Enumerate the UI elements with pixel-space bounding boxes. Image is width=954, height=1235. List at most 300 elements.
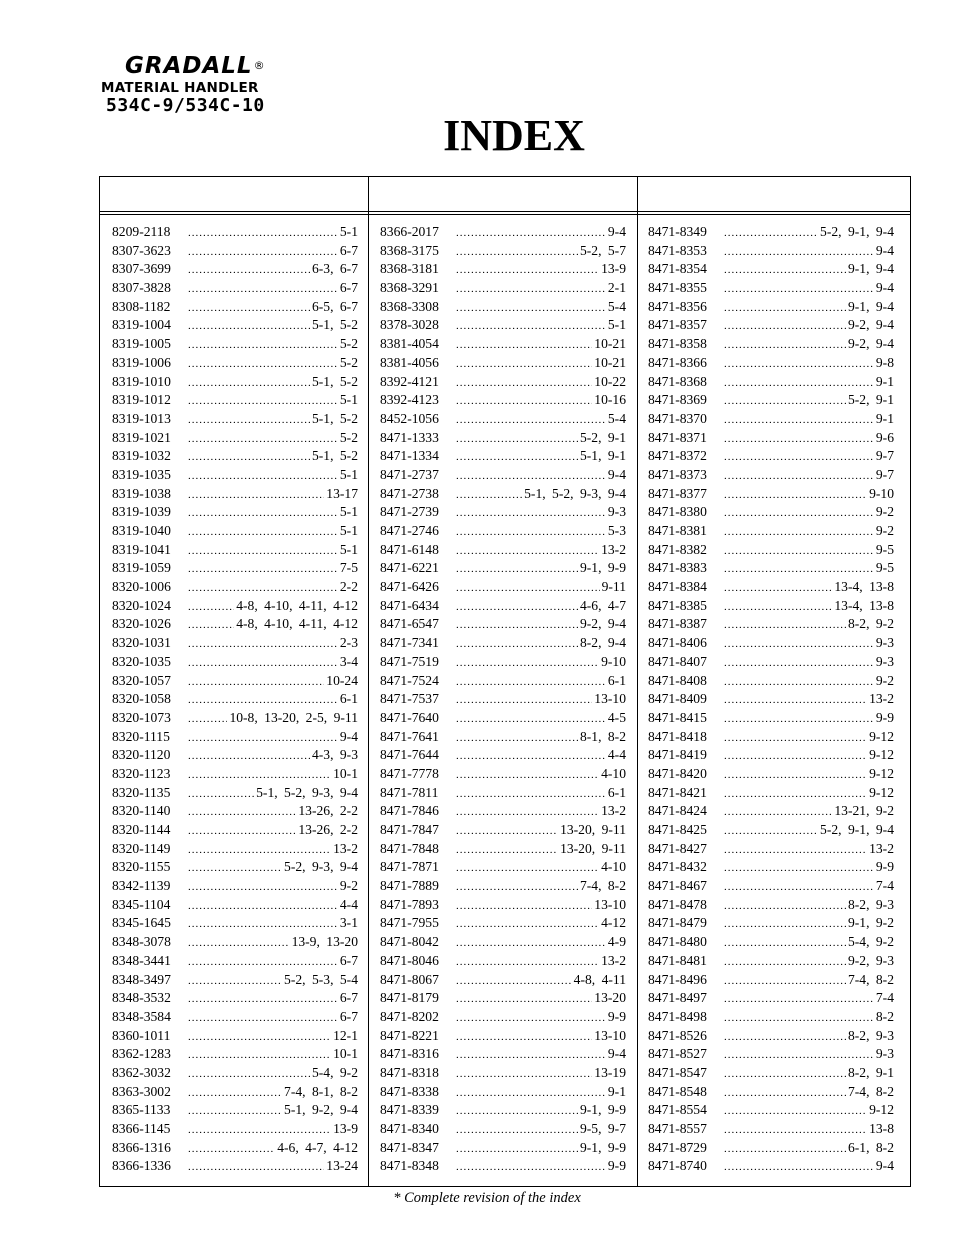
page-references: 9-8: [875, 354, 894, 370]
page-references: 4-4: [339, 896, 358, 912]
index-entry: [112, 1139, 358, 1158]
dot-leader: [456, 1027, 592, 1047]
part-number: 8471-8496: [648, 971, 707, 987]
page-references: 5-2, 9-1: [847, 392, 894, 408]
index-entry: [648, 1101, 894, 1120]
index-entry: [112, 877, 358, 896]
index-entry: [380, 541, 626, 560]
dot-leader: [188, 858, 282, 878]
dot-leader: [456, 765, 599, 785]
dot-leader: [456, 821, 558, 841]
index-entry: [112, 840, 358, 859]
page-references: 10-22: [594, 373, 626, 389]
index-entry: [380, 260, 626, 279]
index-entry: [380, 466, 626, 485]
page-references: 9-9: [875, 709, 894, 725]
index-entry: [112, 242, 358, 261]
dot-leader: [188, 354, 338, 374]
registered-mark: ®: [253, 59, 266, 72]
index-entry: [112, 578, 358, 597]
index-entry: [648, 354, 894, 373]
page-references: 3-4: [339, 653, 358, 669]
dot-leader: [188, 765, 331, 785]
part-number: 8392-4123: [380, 392, 439, 408]
page-references: 13-2: [869, 691, 894, 707]
page-references: 8-2, 9-2: [847, 616, 894, 632]
index-entry: [648, 1045, 894, 1064]
part-number: 8471-8385: [648, 597, 707, 613]
part-number: 8308-1182: [112, 298, 171, 314]
page-references: 7-4: [875, 990, 894, 1006]
index-entry: [380, 1120, 626, 1139]
dot-leader: [456, 1120, 578, 1140]
page-references: 9-3: [607, 504, 626, 520]
index-entry: [380, 746, 626, 765]
index-entry: [648, 615, 894, 634]
page-references: 5-2: [339, 429, 358, 445]
part-number: 8471-8380: [648, 504, 707, 520]
index-entry: [112, 746, 358, 765]
index-entry: [380, 410, 626, 429]
page-references: 13-21, 9-2: [834, 803, 894, 819]
index-entry: [380, 298, 626, 317]
dot-leader: [456, 1045, 606, 1065]
index-entry: [112, 690, 358, 709]
dot-leader: [188, 298, 310, 318]
part-number: 8320-1123: [112, 765, 171, 781]
part-number: 8471-8729: [648, 1139, 707, 1155]
dot-leader: [456, 858, 599, 878]
dot-leader: [456, 522, 606, 542]
dot-leader: [188, 709, 227, 729]
index-entry: [380, 559, 626, 578]
index-entry: [380, 279, 626, 298]
part-number: 8320-1155: [112, 859, 171, 875]
part-number: 8366-1316: [112, 1139, 171, 1155]
dot-leader: [456, 746, 606, 766]
index-entry: [112, 952, 358, 971]
dot-leader: [188, 728, 338, 748]
dot-leader: [724, 485, 867, 505]
page-references: 10-1: [333, 1046, 358, 1062]
page-references: 5-4, 9-2: [311, 1064, 358, 1080]
page-references: 4-4: [607, 747, 626, 763]
page-references: 5-1, 5-2: [311, 410, 358, 426]
page-references: 6-7: [339, 280, 358, 296]
dot-leader: [188, 260, 310, 280]
page-references: 13-9: [601, 261, 626, 277]
page-references: 5-4, 9-2: [847, 934, 894, 950]
page-references: 9-5, 9-7: [579, 1121, 626, 1136]
part-number: 8471-2739: [380, 504, 439, 520]
index-entry: [112, 1083, 358, 1102]
index-entry: [380, 503, 626, 522]
index-entry: [112, 784, 358, 803]
index-entry: [112, 316, 358, 335]
index-entry: [112, 1008, 358, 1027]
part-number: 8319-1039: [112, 504, 171, 520]
index-entry: [648, 373, 894, 392]
dot-leader: [188, 242, 338, 262]
part-number: 8362-3032: [112, 1064, 171, 1080]
part-number: 8320-1073: [112, 709, 171, 725]
dot-leader: [456, 1101, 578, 1121]
part-number: 8319-1012: [112, 392, 171, 408]
page-references: 6-1: [339, 691, 358, 707]
dot-leader: [188, 933, 290, 953]
index-entry: [648, 242, 894, 261]
dot-leader: [456, 260, 599, 280]
dot-leader: [456, 279, 606, 299]
part-number: 8471-7811: [380, 784, 439, 800]
part-number: 8471-8425: [648, 822, 707, 837]
part-number: 8471-8221: [380, 1027, 439, 1043]
index-entry: [380, 1064, 626, 1083]
page-references: 13-2: [601, 541, 626, 557]
dot-leader: [188, 952, 338, 972]
index-entry: [648, 1027, 894, 1046]
part-number: 8378-3028: [380, 317, 439, 333]
dot-leader: [188, 1101, 282, 1121]
index-entry: [380, 728, 626, 747]
page-references: 9-1, 9-4: [847, 298, 894, 314]
index-entry: [112, 391, 358, 410]
column-divider: [637, 177, 638, 1186]
index-entry: [648, 298, 894, 317]
part-number: 8348-3497: [112, 971, 171, 987]
dot-leader: [724, 410, 874, 430]
page-references: 5-1: [339, 523, 358, 538]
dot-leader: [724, 279, 874, 299]
part-number: 8471-8481: [648, 952, 707, 968]
part-number: 8320-1144: [112, 822, 171, 837]
dot-leader: [188, 485, 324, 505]
page-references: 9-1, 9-9: [579, 560, 626, 576]
index-entry: [112, 447, 358, 466]
page-references: 9-9: [607, 1008, 626, 1024]
index-entry: [112, 1045, 358, 1064]
index-entry: [112, 802, 358, 821]
index-entry: [112, 260, 358, 279]
page-references: 5-2, 9-1, 9-4: [820, 822, 894, 837]
page-references: 7-4: [875, 878, 894, 894]
index-entry: [112, 429, 358, 448]
part-number: 8471-8387: [648, 616, 707, 632]
page-references: 9-11: [601, 579, 626, 595]
part-number: 8471-8179: [380, 990, 439, 1006]
dot-leader: [188, 391, 338, 411]
part-number: 8471-2746: [380, 523, 439, 538]
page-references: 9-9: [875, 859, 894, 875]
dot-leader: [724, 615, 846, 635]
part-number: 8320-1031: [112, 635, 171, 651]
page-references: 9-10: [601, 653, 626, 669]
part-number: 8362-1283: [112, 1046, 171, 1062]
part-number: 8471-7871: [380, 859, 439, 875]
page-references: 13-4, 13-8: [834, 597, 894, 613]
dot-leader: [724, 690, 867, 710]
dot-leader: [456, 709, 606, 729]
dot-leader: [188, 578, 338, 598]
index-entry: [380, 765, 626, 784]
part-number: 8471-8042: [380, 934, 439, 950]
part-number: 8471-6221: [380, 560, 439, 576]
page-references: 8-2, 9-1: [847, 1064, 894, 1080]
part-number: 8381-4056: [380, 354, 439, 370]
index-entry: [112, 858, 358, 877]
page-references: 10-8, 13-20, 2-5, 9-11: [229, 709, 358, 725]
part-number: 8471-8467: [648, 878, 707, 894]
dot-leader: [188, 597, 234, 617]
index-entry: [648, 1083, 894, 1102]
dot-leader: [724, 765, 867, 785]
index-entry: [648, 335, 894, 354]
index-entry: [380, 634, 626, 653]
part-number: 8471-6426: [380, 579, 439, 595]
dot-leader: [724, 709, 874, 729]
page-references: 5-4: [607, 410, 626, 426]
dot-leader: [188, 615, 234, 635]
dot-leader: [456, 989, 592, 1009]
index-entry: [648, 447, 894, 466]
page-references: 9-4: [875, 242, 894, 258]
dot-leader: [188, 1064, 310, 1084]
page-references: 5-1: [339, 466, 358, 482]
page-references: 9-7: [875, 448, 894, 464]
part-number: 8471-8526: [648, 1027, 707, 1043]
index-entry: [380, 653, 626, 672]
part-number: 8471-8358: [648, 336, 707, 352]
part-number: 8471-7644: [380, 747, 439, 763]
part-number: 8471-8316: [380, 1046, 439, 1062]
part-number: 8307-3828: [112, 280, 171, 296]
index-entry: [112, 728, 358, 747]
index-entry: [112, 933, 358, 952]
page-references: 13-19: [594, 1064, 626, 1080]
dot-leader: [188, 1083, 282, 1103]
gradall-logo: [101, 52, 311, 116]
part-number: 8471-7519: [380, 653, 439, 669]
page-references: 8-2, 9-4: [579, 635, 626, 651]
page-references: 5-1, 5-2, 9-3, 9-4: [524, 485, 626, 501]
index-entry: [648, 559, 894, 578]
page-references: 9-4: [607, 224, 626, 239]
dot-leader: [456, 578, 600, 598]
dot-leader: [724, 223, 818, 243]
page-references: 9-1, 9-9: [579, 1139, 626, 1155]
index-entry: [112, 279, 358, 298]
page-references: 9-2: [875, 504, 894, 520]
dot-leader: [724, 1157, 874, 1177]
index-entry: [112, 541, 358, 560]
page-references: 8-2: [875, 1008, 894, 1024]
page-references: 9-1: [875, 410, 894, 426]
page-references: 13-20: [594, 990, 626, 1006]
part-number: 8471-7641: [380, 728, 439, 744]
page-references: 5-1, 5-2, 9-3, 9-4: [256, 784, 358, 800]
dot-leader: [188, 653, 338, 673]
part-number: 8471-8046: [380, 952, 439, 968]
part-number: 8471-2738: [380, 485, 439, 501]
part-number: 8471-8347: [380, 1139, 439, 1155]
index-entry: [380, 1045, 626, 1064]
dot-leader: [724, 1120, 867, 1140]
page-references: 5-1, 5-2: [311, 448, 358, 464]
part-number: 8471-8354: [648, 261, 707, 277]
part-number: 8471-8372: [648, 448, 707, 464]
page-references: 6-7: [339, 242, 358, 258]
index-entry: [380, 672, 626, 691]
index-entry: [112, 1027, 358, 1046]
dot-leader: [724, 1045, 874, 1065]
dot-leader: [456, 242, 578, 262]
index-entry: [380, 1157, 626, 1176]
part-number: 8471-7955: [380, 915, 439, 931]
index-entry: [648, 877, 894, 896]
page-references: 9-1, 9-2: [847, 915, 894, 931]
page-references: 10-21: [594, 354, 626, 370]
dot-leader: [724, 952, 846, 972]
dot-leader: [724, 559, 874, 579]
page-references: 9-4: [607, 466, 626, 482]
page-references: 6-1: [607, 672, 626, 688]
dot-leader: [456, 971, 572, 991]
part-number: 8471-7778: [380, 765, 439, 781]
dot-leader: [456, 429, 578, 449]
page-references: 9-1, 9-9: [579, 1102, 626, 1118]
page-references: 5-2, 9-1, 9-4: [820, 224, 894, 239]
index-entry: [380, 615, 626, 634]
dot-leader: [456, 335, 592, 355]
part-number: 8471-8418: [648, 728, 707, 744]
table-header: [100, 177, 910, 212]
page-references: 9-6: [875, 429, 894, 445]
part-number: 8348-3532: [112, 990, 171, 1006]
part-number: 8471-8340: [380, 1121, 439, 1136]
part-number: 8471-8406: [648, 635, 707, 651]
part-number: 8471-8370: [648, 410, 707, 426]
page-references: 5-1, 5-2: [311, 317, 358, 333]
index-entry: [648, 466, 894, 485]
part-number: 8471-8382: [648, 541, 707, 557]
dot-leader: [188, 914, 338, 934]
part-number: 8366-1336: [112, 1158, 171, 1174]
index-entry: [380, 1083, 626, 1102]
dot-leader: [456, 316, 606, 336]
index-entry: [380, 1008, 626, 1027]
dot-leader: [188, 466, 338, 486]
index-entry: [648, 952, 894, 971]
index-entry: [648, 672, 894, 691]
part-number: 8471-8356: [648, 298, 707, 314]
part-number: 8471-8480: [648, 934, 707, 950]
page-references: 5-2, 5-3, 5-4: [284, 971, 358, 987]
dot-leader: [724, 802, 832, 822]
dot-leader: [456, 933, 606, 953]
page-references: 3-1: [339, 915, 358, 931]
index-entry: [380, 578, 626, 597]
dot-leader: [724, 578, 832, 598]
dot-leader: [724, 597, 832, 617]
page-references: 9-10: [869, 485, 894, 501]
page-references: 9-12: [869, 784, 894, 800]
index-entry: [648, 410, 894, 429]
index-entry: [380, 447, 626, 466]
page-references: 5-1: [339, 392, 358, 408]
dot-leader: [724, 728, 867, 748]
index-entry: [648, 597, 894, 616]
dot-leader: [456, 653, 599, 673]
page-references: 13-20, 9-11: [560, 822, 626, 837]
dot-leader: [188, 971, 282, 991]
page-references: 10-1: [333, 765, 358, 781]
part-number: 8348-3584: [112, 1008, 171, 1024]
part-number: 8471-8373: [648, 466, 707, 482]
index-entry: [648, 858, 894, 877]
page-references: 6-7: [339, 952, 358, 968]
dot-leader: [724, 989, 874, 1009]
part-number: 8471-8369: [648, 392, 707, 408]
dot-leader: [188, 316, 310, 336]
dot-leader: [188, 896, 338, 916]
dot-leader: [456, 410, 606, 430]
page-references: 9-9: [607, 1158, 626, 1174]
part-number: 8342-1139: [112, 878, 171, 894]
dot-leader: [188, 522, 338, 542]
column-divider: [368, 177, 369, 1186]
page-references: 9-1: [875, 373, 894, 389]
part-number: 8319-1021: [112, 429, 171, 445]
index-entry: [648, 709, 894, 728]
page-references: 12-1: [333, 1027, 358, 1043]
index-entry: [112, 522, 358, 541]
part-number: 8471-8415: [648, 709, 707, 725]
index-entry: [648, 485, 894, 504]
part-number: 8471-7893: [380, 896, 439, 912]
page-references: 7-5: [339, 560, 358, 576]
dot-leader: [724, 503, 874, 523]
dot-leader: [724, 971, 846, 991]
part-number: 8471-8377: [648, 485, 707, 501]
page-references: 9-5: [875, 560, 894, 576]
part-number: 8345-1645: [112, 915, 171, 931]
part-number: 8471-8067: [380, 971, 439, 987]
dot-leader: [724, 1083, 846, 1103]
part-number: 8307-3623: [112, 242, 171, 258]
dot-leader: [724, 858, 874, 878]
page-title: INDEX: [443, 111, 585, 160]
page-references: 6-7: [339, 990, 358, 1006]
part-number: 8319-1041: [112, 541, 171, 557]
dot-leader: [188, 1157, 324, 1177]
index-entry: [380, 784, 626, 803]
part-number: 8320-1035: [112, 653, 171, 669]
page-references: 2-3: [339, 635, 358, 651]
index-entry: [380, 971, 626, 990]
index-entry: [648, 260, 894, 279]
dot-leader: [188, 1008, 338, 1028]
part-number: 8471-8557: [648, 1121, 707, 1136]
index-entry: [648, 223, 894, 242]
index-entry: [112, 634, 358, 653]
page-references: 2-1: [607, 280, 626, 296]
index-entry: [112, 373, 358, 392]
dot-leader: [188, 784, 254, 804]
dot-leader: [188, 1139, 275, 1159]
page-references: 4-6, 4-7, 4-12: [277, 1139, 358, 1155]
page-references: 13-2: [601, 803, 626, 819]
part-number: 8471-8548: [648, 1083, 707, 1099]
